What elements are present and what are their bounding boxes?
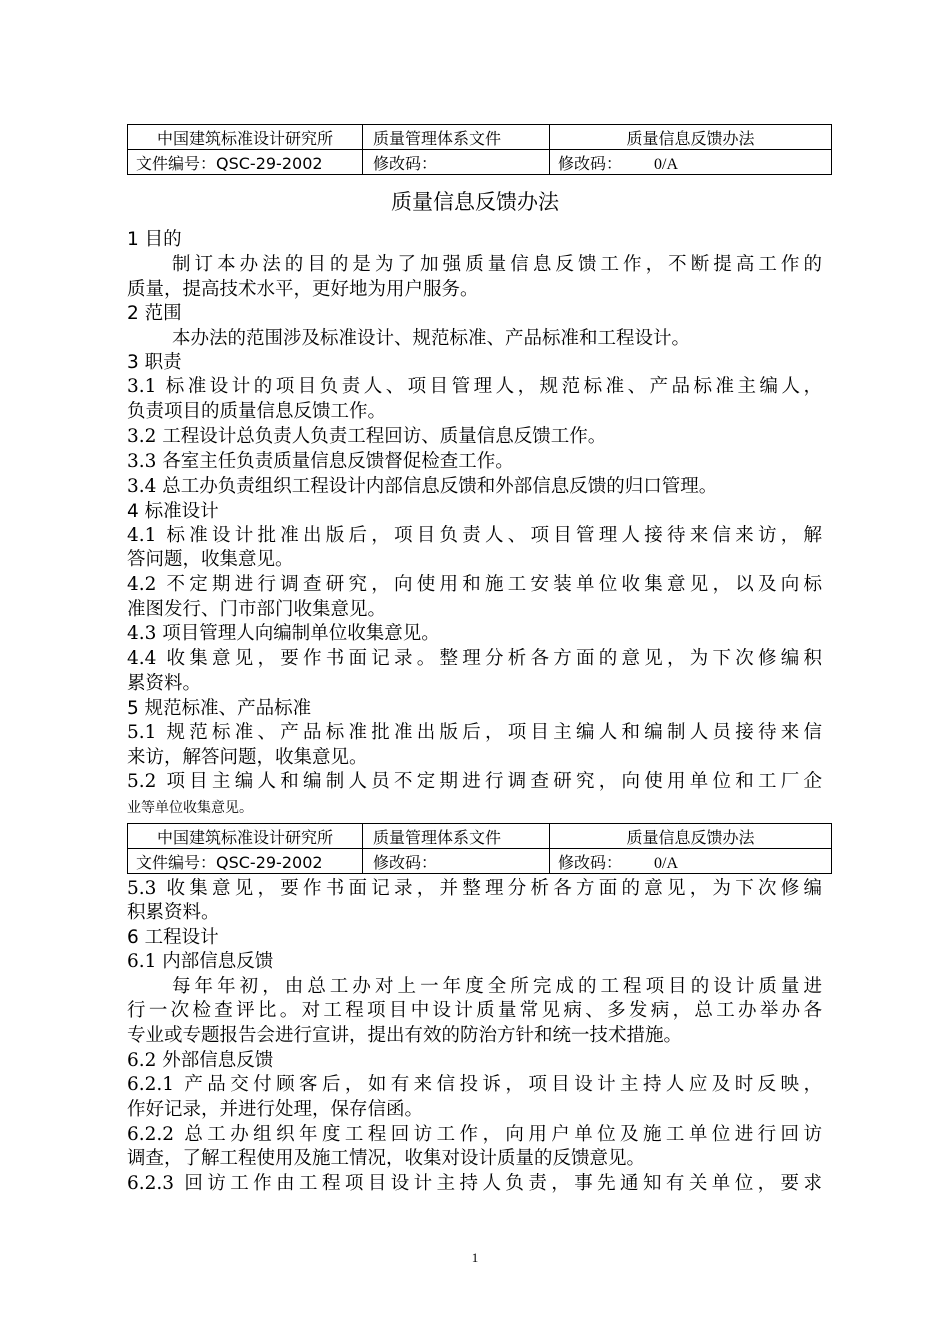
paragraph-line: 4.1 标准设计批准出版后，项目负责人、项目管理人接待来信来访，解 [127, 525, 822, 546]
document-header-table-2 [127, 823, 832, 874]
paragraph-line: 质量，提高技术水平，更好地为用户服务。 [127, 279, 479, 300]
paragraph-line: 业等单位收集意见。 [127, 800, 253, 816]
header-modify-code: 修改码： [363, 849, 550, 874]
paragraph-line: 5.2 项目主编人和编制人员不定期进行调查研究，向使用单位和工厂企 [127, 771, 822, 792]
header-revision-label: 修改码： [558, 852, 623, 872]
paragraph-line: 制订本办法的目的是为了加强质量信息反馈工作，不断提高工作的 [172, 254, 822, 275]
section-heading: 2 范围 [127, 303, 182, 324]
paragraph-line: 答问题，收集意见。 [127, 549, 294, 570]
paragraph-line: 准图发行、门市部门收集意见。 [127, 599, 387, 620]
page-number: 1 [471, 1250, 479, 1265]
page-title: 质量信息反馈办法 [391, 190, 559, 214]
header-org: 中国建筑标准设计研究所 [128, 125, 363, 150]
paragraph-line: 3.3 各室主任负责质量信息反馈督促检查工作。 [127, 451, 514, 472]
section-heading: 3 职责 [127, 352, 182, 373]
section-heading: 5 规范标准、产品标准 [127, 698, 312, 719]
header-file-no: 文件编号：QSC-29-2002 [128, 150, 363, 175]
header-file-no: 文件编号：QSC-29-2002 [128, 849, 363, 874]
paragraph-line: 本办法的范围涉及标准设计、规范标准、产品标准和工程设计。 [172, 328, 691, 349]
document-header-table-1 [127, 124, 832, 175]
paragraph-line: 4.3 项目管理人向编制单位收集意见。 [127, 623, 440, 644]
header-system-doc: 质量管理体系文件 [363, 824, 550, 849]
subsection-heading: 6.2 外部信息反馈 [127, 1050, 274, 1071]
paragraph-line: 3.2 工程设计总负责人负责工程回访、质量信息反馈工作。 [127, 426, 607, 447]
paragraph-line: 来访，解答问题，收集意见。 [127, 747, 368, 768]
paragraph-line: 专业或专题报告会进行宣讲，提出有效的防治方针和统一技术措施。 [127, 1025, 683, 1046]
paragraph-line: 3.4 总工办负责组织工程设计内部信息反馈和外部信息反馈的归口管理。 [127, 476, 718, 497]
header-doc-title: 质量信息反馈办法 [550, 125, 832, 150]
section-heading: 4 标准设计 [127, 501, 219, 522]
header-modify-code: 修改码： [363, 150, 550, 175]
paragraph-line: 负责项目的质量信息反馈工作。 [127, 401, 387, 422]
header-revision-value: 0/A [654, 854, 679, 872]
paragraph-line: 5.3 收集意见，要作书面记录，并整理分析各方面的意见，为下次修编 [127, 878, 822, 899]
paragraph-line: 6.2.3 回访工作由工程项目设计主持人负责，事先通知有关单位，要求 [127, 1173, 822, 1194]
header-doc-title: 质量信息反馈办法 [550, 824, 832, 849]
section-heading: 6 工程设计 [127, 927, 219, 948]
paragraph-line: 每年年初，由总工办对上一年度全所完成的工程项目的设计质量进 [172, 976, 822, 997]
paragraph-line: 4.2 不定期进行调查研究，向使用和施工安装单位收集意见，以及向标 [127, 574, 822, 595]
paragraph-line: 6.2.2 总工办组织年度工程回访工作，向用户单位及施工单位进行回访 [127, 1124, 822, 1145]
paragraph-line: 积累资料。 [127, 902, 220, 923]
paragraph-line: 5.1 规范标准、产品标准批准出版后，项目主编人和编制人员接待来信 [127, 722, 822, 743]
paragraph-line: 行一次检查评比。对工程项目中设计质量常见病、多发病，总工办举办各 [127, 1000, 822, 1021]
header-revision [550, 849, 832, 874]
section-heading: 1 目的 [127, 229, 182, 250]
header-revision-value: 0/A [654, 155, 679, 173]
paragraph-line: 调查，了解工程使用及施工情况，收集对设计质量的反馈意见。 [127, 1148, 646, 1169]
header-org: 中国建筑标准设计研究所 [128, 824, 363, 849]
header-revision [550, 150, 832, 175]
subsection-heading: 6.1 内部信息反馈 [127, 951, 274, 972]
header-revision-label: 修改码： [558, 153, 623, 173]
paragraph-line: 6.2.1 产品交付顾客后，如有来信投诉，项目设计主持人应及时反映， [127, 1074, 822, 1095]
paragraph-line: 累资料。 [127, 673, 202, 694]
header-system-doc: 质量管理体系文件 [363, 125, 550, 150]
paragraph-line: 3.1 标准设计的项目负责人、项目管理人，规范标准、产品标准主编人， [127, 376, 822, 397]
paragraph-line: 4.4 收集意见，要作书面记录。整理分析各方面的意见，为下次修编积 [127, 648, 822, 669]
paragraph-line: 作好记录，并进行处理，保存信函。 [127, 1099, 424, 1120]
